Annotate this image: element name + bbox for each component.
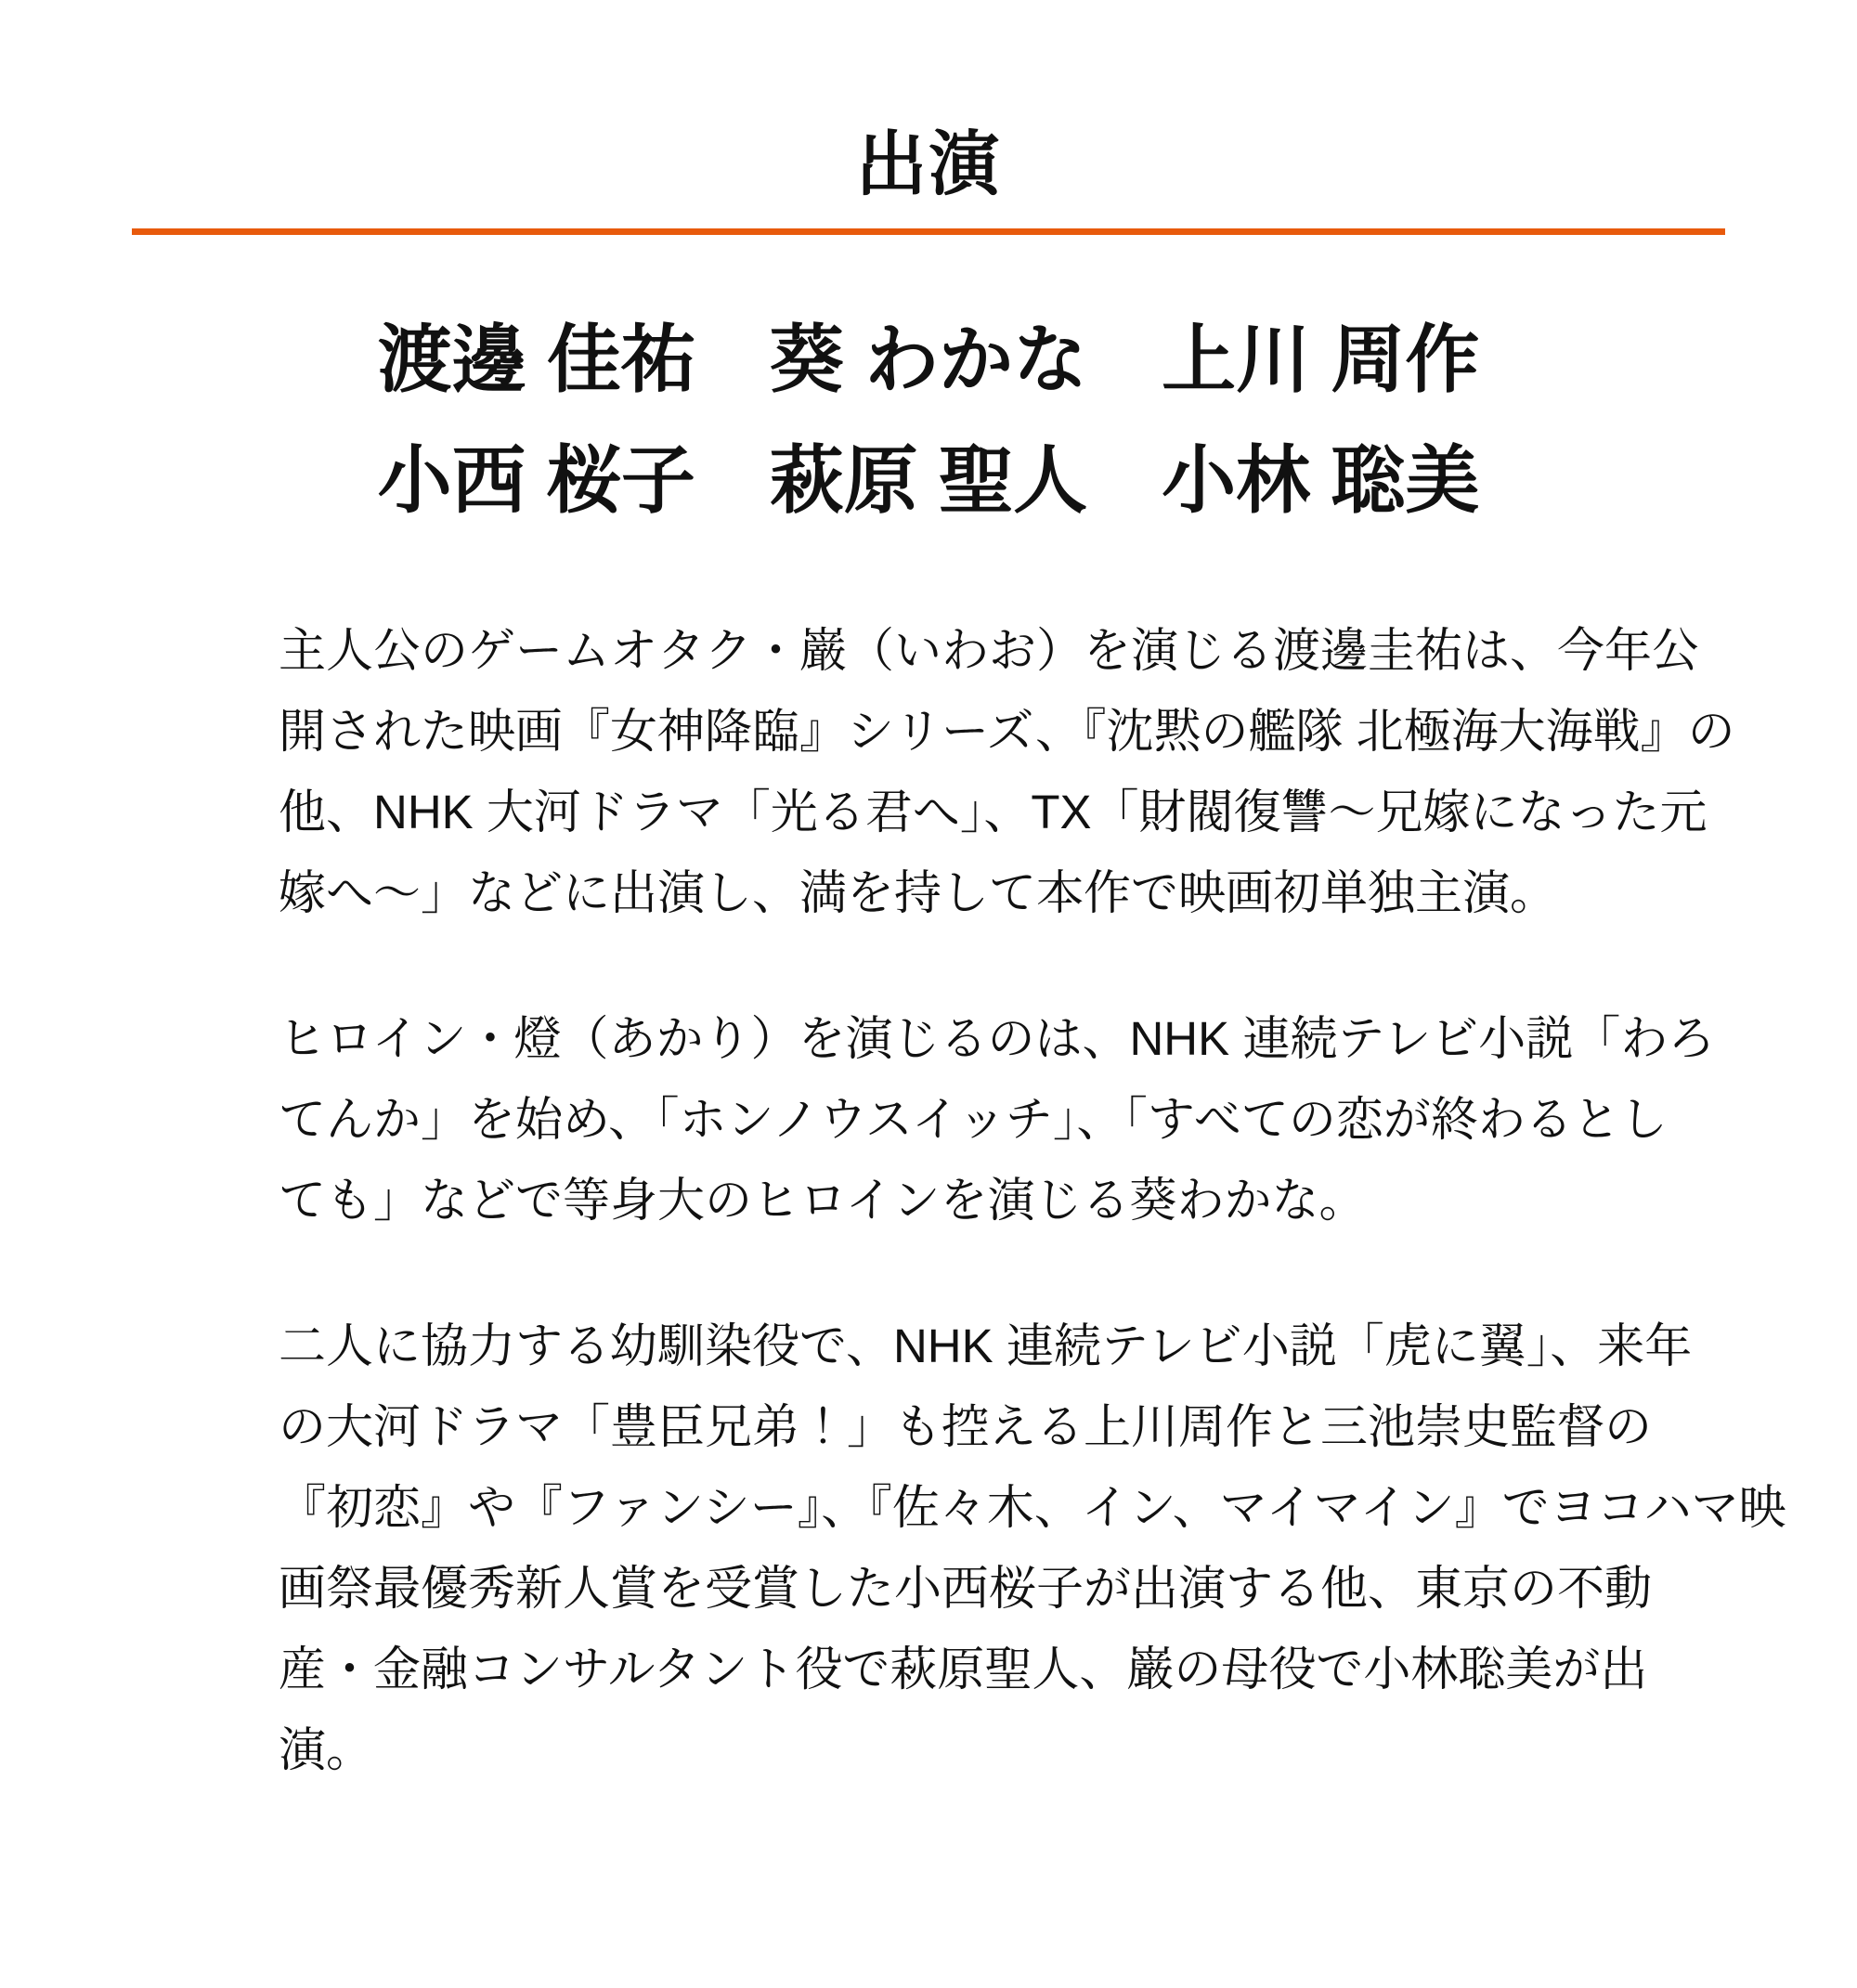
body-text [279, 610, 1786, 1790]
text-line: ても」などで等身大のヒロインを演じる葵わかな。 [279, 1174, 1367, 1227]
text-line: 演。 [279, 1723, 374, 1776]
text-line: てんか」を始め、「ホンノウスイッチ」、「すべての恋が終わるとし [279, 1093, 1668, 1146]
paragraph [279, 1306, 1786, 1790]
text-line: 『初恋』や『ファンシー』、『佐々木、イン、マイマイン』でヨコハマ映 [279, 1481, 1786, 1534]
cast-row: 小西 桜子 萩原 聖人 小林 聡美 [377, 439, 1480, 522]
text-line: 二人に協力する幼馴染役で、NHK 連続テレビ小説「虎に翼」、来年 [279, 1319, 1693, 1372]
text-line: ヒロイン・燈（あかり）を演じるのは、NHK 連続テレビ小説「わろ [279, 1012, 1716, 1065]
section-divider-rule [132, 228, 1725, 235]
text-line: の大河ドラマ「豊臣兄弟！」も控える上川周作と三池崇史監督の [279, 1400, 1653, 1453]
cast-names [0, 300, 1857, 541]
paragraph [279, 998, 1716, 1241]
page-title: 出演 [856, 125, 1001, 204]
paragraph [279, 610, 1735, 933]
text-line: 主人公のゲームオタク・巌（いわお）を演じる渡邊圭祐は、今年公 [279, 624, 1700, 677]
text-line: 嫁へ〜」などに出演し、満を持して本作で映画初単独主演。 [279, 866, 1558, 919]
text-line: 開された映画『女神降臨』シリーズ、『沈黙の艦隊 北極海大海戦』の [279, 705, 1735, 758]
cast-row: 渡邊 佳祐 葵 わかな 上川 周作 [377, 318, 1480, 401]
text-line: 産・金融コンサルタント役で萩原聖人、巌の母役で小林聡美が出 [279, 1643, 1648, 1696]
text-line: 画祭最優秀新人賞を受賞した小西桜子が出演する他、東京の不動 [279, 1562, 1653, 1615]
text-line: 他、NHK 大河ドラマ「光る君へ」、TX「財閥復讐〜兄嫁になった元 [279, 786, 1708, 838]
